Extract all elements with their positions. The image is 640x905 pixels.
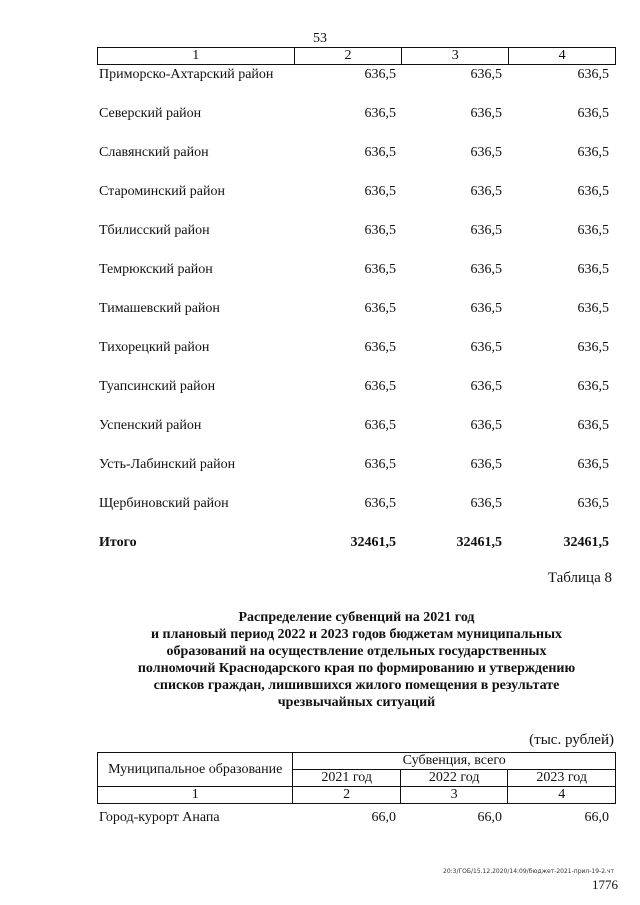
column-municipality: Муниципальное образование <box>98 753 293 787</box>
column-number-3: 3 <box>400 787 508 804</box>
value-2023: 636,5 <box>577 223 609 238</box>
value-2021: 66,0 <box>371 810 396 825</box>
value-2023: 636,5 <box>577 301 609 316</box>
title-line: и плановый период 2022 и 2023 годов бюджетам муниципальных <box>150 627 563 642</box>
value-2021: 636,5 <box>364 379 396 394</box>
table-row <box>97 379 616 399</box>
column-year-2023: 2023 год <box>508 770 616 787</box>
district-name: Тбилисский район <box>99 223 210 238</box>
value-2021: 636,5 <box>364 340 396 355</box>
value-2022: 636,5 <box>470 340 502 355</box>
table-8-header <box>97 752 616 804</box>
value-2022: 636,5 <box>470 379 502 394</box>
value-2022: 636,5 <box>470 418 502 433</box>
table-row <box>97 457 616 477</box>
continuation-header-table <box>97 47 616 65</box>
district-name: Славянский район <box>99 145 209 160</box>
table-row <box>97 301 616 321</box>
value-2023: 636,5 <box>577 145 609 160</box>
district-name: Староминский район <box>99 184 225 199</box>
value-2021: 636,5 <box>364 145 396 160</box>
value-2023: 636,5 <box>577 340 609 355</box>
table-row <box>97 496 616 516</box>
value-2022: 66,0 <box>477 810 502 825</box>
district-name: Щербиновский район <box>99 496 229 511</box>
value-2023: 636,5 <box>577 184 609 199</box>
value-2023: 636,5 <box>577 496 609 511</box>
value-2022: 636,5 <box>470 223 502 238</box>
value-2021: 636,5 <box>364 301 396 316</box>
value-2021: 636,5 <box>364 418 396 433</box>
column-number-2: 2 <box>293 787 401 804</box>
table-row <box>97 262 616 282</box>
header-cell-4: 4 <box>509 48 616 65</box>
value-2021: 636,5 <box>364 67 396 82</box>
value-2022: 636,5 <box>470 145 502 160</box>
table-label: Таблица 8 <box>547 570 612 586</box>
value-2021: 636,5 <box>364 457 396 472</box>
table-row <box>97 810 616 830</box>
table-row <box>97 184 616 204</box>
column-group-subvention: Субвенция, всего <box>293 753 616 770</box>
value-2022: 636,5 <box>470 457 502 472</box>
value-2021: 636,5 <box>364 223 396 238</box>
value-2023: 636,5 <box>577 67 609 82</box>
table-row <box>97 418 616 438</box>
title-line: чрезвычайных ситуаций <box>277 695 436 710</box>
value-2022: 636,5 <box>470 106 502 121</box>
value-2023: 636,5 <box>577 379 609 394</box>
value-2022: 636,5 <box>470 262 502 277</box>
district-name: Усть-Лабинский район <box>99 457 236 472</box>
table-row <box>97 145 616 165</box>
sheet-number: 1776 <box>592 877 618 892</box>
header-cell-2: 2 <box>294 48 402 65</box>
total-2023: 32461,5 <box>563 535 609 550</box>
value-2023: 636,5 <box>577 262 609 277</box>
value-2022: 636,5 <box>470 496 502 511</box>
value-2023: 636,5 <box>577 418 609 433</box>
title-line: полномочий Краснодарского края по формированию и утверждению <box>137 661 576 676</box>
value-2021: 636,5 <box>364 496 396 511</box>
value-2021: 636,5 <box>364 106 396 121</box>
title-line: образований на осуществление отдельных государственных <box>166 644 547 659</box>
header-cell-1: 1 <box>98 48 295 65</box>
value-2023: 636,5 <box>577 457 609 472</box>
footer-file-code: 20:3/ГОБ/15.12.2020/14:09/бюджет-2021-прил-19-2.чт <box>443 868 614 875</box>
header-cell-3: 3 <box>402 48 509 65</box>
page-number: 53 <box>313 31 327 46</box>
table-row <box>97 67 616 87</box>
value-2023: 66,0 <box>584 810 609 825</box>
district-name: Северский район <box>99 106 202 121</box>
value-2023: 636,5 <box>577 106 609 121</box>
table-row <box>97 340 616 360</box>
value-2021: 636,5 <box>364 262 396 277</box>
district-name: Туапсинский район <box>99 379 216 394</box>
value-2022: 636,5 <box>470 301 502 316</box>
total-2022: 32461,5 <box>456 535 502 550</box>
units-label: (тыс. рублей) <box>529 732 614 748</box>
table-row <box>97 223 616 243</box>
district-name: Тихорецкий район <box>99 340 210 355</box>
municipality-name: Город-курорт Анапа <box>99 810 220 825</box>
district-name: Успенский район <box>99 418 202 433</box>
total-row <box>97 535 616 555</box>
value-2022: 636,5 <box>470 67 502 82</box>
total-label: Итого <box>99 535 137 550</box>
total-2021: 32461,5 <box>350 535 396 550</box>
title-line: списков граждан, лишившихся жилого помещения в результате <box>153 678 560 693</box>
district-name: Приморско-Ахтарский район <box>99 67 274 82</box>
column-number-4: 4 <box>508 787 616 804</box>
value-2021: 636,5 <box>364 184 396 199</box>
title-line: Распределение субвенций на 2021 год <box>238 610 475 625</box>
column-year-2021: 2021 год <box>293 770 401 787</box>
value-2022: 636,5 <box>470 184 502 199</box>
table-title <box>97 609 616 711</box>
column-number-1: 1 <box>98 787 293 804</box>
district-name: Темрюкский район <box>99 262 213 277</box>
column-year-2022: 2022 год <box>400 770 508 787</box>
district-name: Тимашевский район <box>99 301 220 316</box>
table-row <box>97 106 616 126</box>
